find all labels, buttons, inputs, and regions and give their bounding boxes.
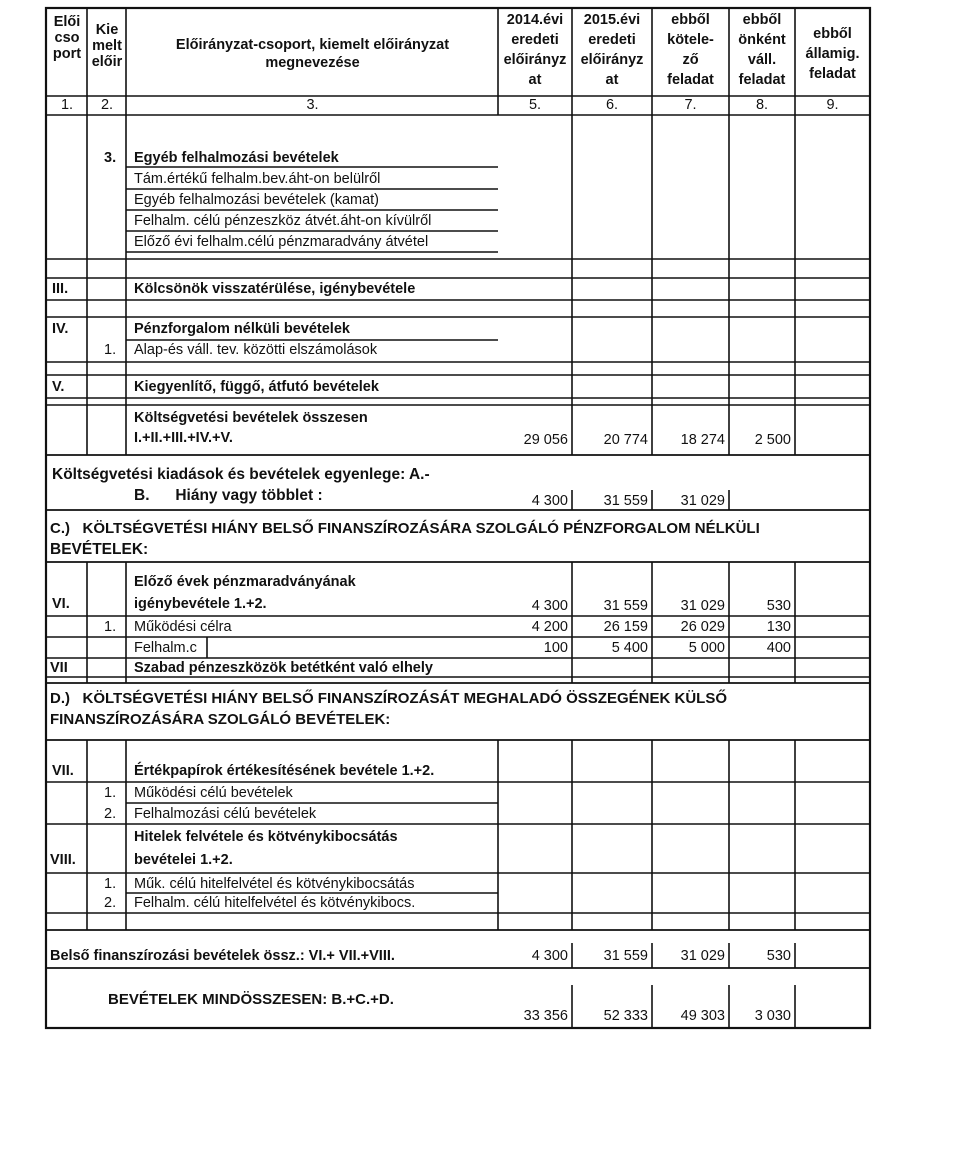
row-IV1-num: 1. — [104, 342, 117, 358]
row-VI-v5: 4 300 — [531, 598, 568, 614]
row-VI2-v5: 100 — [543, 640, 568, 656]
section-c-title-1: C.) KÖLTSÉGVETÉSI HIÁNY BELSŐ FINANSZÍROZÁSÁRA SZOLGÁLÓ PÉNZFORGALOM NÉLKÜLI — [50, 520, 760, 537]
row-VII-num: VII. — [52, 763, 74, 779]
row-egyenleg-v6: 31 559 — [603, 493, 648, 509]
row-VI1-v8: 130 — [766, 619, 791, 635]
row-VI-label-2: igénybevétele 1.+2. — [134, 596, 267, 612]
row-belso-v8: 530 — [766, 948, 791, 964]
row-tam-label: Tám.értékű felhalm.bev.áht-on belülről — [134, 171, 381, 187]
colnum-6: 6. — [605, 97, 619, 113]
row-kv-v6: 20 774 — [603, 432, 648, 448]
row-VI-num: VI. — [52, 596, 70, 612]
row-VIII-num: VIII. — [50, 852, 76, 868]
header-col-7 — [652, 10, 729, 90]
row-VIII2-label: Felhalm. célú hitelfelvétel és kötvénykibocs. — [134, 895, 416, 911]
header-col-9 — [795, 24, 870, 84]
row-VII1-label: Működési célú bevételek — [134, 785, 293, 801]
colnum-5: 5. — [528, 97, 542, 113]
row-III-num: III. — [52, 281, 69, 297]
row-VIII-label-1: Hitelek felvétele és kötvénykibocsátás — [134, 829, 398, 845]
header-col-1 — [47, 14, 87, 62]
row-belso-v7: 31 029 — [680, 948, 725, 964]
row-VI1-num: 1. — [104, 619, 117, 635]
header-col-5 — [498, 10, 572, 90]
row-VII2-label: Felhalmozási célú bevételek — [134, 806, 317, 822]
row-VII-label: Értékpapírok értékesítésének bevétele 1.+2. — [134, 763, 435, 779]
row-IV1-label: Alap-és váll. tev. közötti elszámolások — [134, 342, 378, 358]
row-VI-v6: 31 559 — [603, 598, 648, 614]
row-kamat-label: Egyéb felhalmozási bevételek (kamat) — [134, 192, 380, 208]
row-belso-v6: 31 559 — [603, 948, 648, 964]
header-col-1-text: Elői cso port — [52, 14, 82, 62]
row-VI1-label: Működési célra — [134, 619, 232, 635]
row-VI2-label: Felhalm.c — [134, 640, 197, 656]
row-egyenleg-label-2: B. Hiány vagy többlet : — [134, 487, 323, 504]
row-VII0-num: VII — [50, 660, 68, 676]
row-VI-v7: 31 029 — [680, 598, 725, 614]
header-col-8 — [729, 10, 795, 90]
row-felhalm-atvet-label: Felhalm. célú pénzeszköz átvét.áht-on kívülről — [134, 213, 432, 229]
row-kv-label-2: I.+II.+III.+IV.+V. — [134, 430, 233, 446]
header-col-8-text: ebből önként váll. feladat — [738, 12, 786, 88]
row-VII2-num: 2. — [104, 806, 117, 822]
row-VI2-v6: 5 400 — [611, 640, 648, 656]
section-c-title-2: BEVÉTELEK: — [50, 541, 149, 558]
colnum-9: 9. — [826, 97, 839, 113]
header-col-5-text: 2014.évi eredeti előirányz at — [503, 12, 567, 88]
colnum-1: 1. — [60, 97, 74, 113]
row-III-label: Kölcsönök visszatérülése, igénybevétele — [134, 281, 416, 297]
header-col-2 — [88, 22, 126, 70]
header-col-9-text: ebből államig. feladat — [805, 26, 860, 82]
row-VI2-v8: 400 — [766, 640, 791, 656]
row-IV-label: Pénzforgalom nélküli bevételek — [134, 321, 350, 337]
row-kv-v7: 18 274 — [680, 432, 725, 448]
row-VII1-num: 1. — [104, 785, 117, 801]
header-col-6-text: 2015.évi eredeti előirányz at — [580, 12, 644, 88]
row-egyenleg-v5: 4 300 — [531, 493, 568, 509]
header-col-3-text: Előirányzat-csoport, kiemelt előirányzat megnevezése — [175, 37, 450, 71]
header-col-2-text: Kie melt előir — [91, 22, 123, 70]
row-VI1-v5: 4 200 — [531, 619, 568, 635]
row-VI-label-1: Előző évek pénzmaradványának — [134, 574, 356, 590]
row-mind-v6: 52 333 — [603, 1008, 648, 1024]
header-col-3 — [127, 36, 498, 72]
row-mind-label: BEVÉTELEK MINDÖSSZESEN: B.+C.+D. — [108, 991, 394, 1008]
section-d-title-1: D.) KÖLTSÉGVETÉSI HIÁNY BELSŐ FINANSZÍROZÁSÁT MEGHALADÓ ÖSSZEGÉNEK KÜLSŐ — [50, 690, 727, 707]
colnum-2: 2. — [100, 97, 114, 113]
row-elozo-atvetel-label: Előző évi felhalm.célú pénzmaradvány átvétel — [134, 234, 429, 250]
row-V-num: V. — [52, 379, 65, 395]
row-kv-label-1: Költségvetési bevételek összesen — [134, 410, 368, 426]
row-V-label: Kiegyenlítő, függő, átfutó bevételek — [134, 379, 379, 395]
row-mind-v7: 49 303 — [680, 1008, 725, 1024]
row-belso-v5: 4 300 — [531, 948, 568, 964]
row-VI-v8: 530 — [766, 598, 791, 614]
colnum-8: 8. — [755, 97, 769, 113]
row-kv-v5: 29 056 — [523, 432, 568, 448]
row-egyeb-label: Egyéb felhalmozási bevételek — [134, 150, 339, 166]
section-d-title-2: FINANSZÍROZÁSÁRA SZOLGÁLÓ BEVÉTELEK: — [50, 711, 391, 728]
row-egyenleg-v7: 31 029 — [680, 493, 725, 509]
row-egyeb-num: 3. — [104, 150, 117, 166]
row-VI1-v6: 26 159 — [603, 619, 648, 635]
row-mind-v8: 3 030 — [754, 1008, 791, 1024]
row-belso-label: Belső finanszírozási bevételek össz.: VI.+ VII.+VIII. — [50, 948, 395, 964]
row-VIII1-num: 1. — [104, 876, 117, 892]
row-mind-v5: 33 356 — [523, 1008, 568, 1024]
colnum-3: 3. — [306, 97, 319, 113]
row-kv-v8: 2 500 — [754, 432, 791, 448]
row-VII0-label: Szabad pénzeszközök betétként való elhely — [134, 660, 433, 676]
row-VIII2-num: 2. — [104, 895, 117, 911]
row-VIII1-label: Műk. célú hitelfelvétel és kötvénykibocsátás — [134, 876, 415, 892]
header-col-6 — [572, 10, 652, 90]
header-col-7-text: ebből kötele- ző feladat — [667, 12, 714, 88]
row-egyenleg-label-1: Költségvetési kiadások és bevételek egyenlege: A.- — [52, 466, 430, 483]
row-VI2-v7: 5 000 — [688, 640, 725, 656]
row-IV-num: IV. — [52, 321, 69, 337]
colnum-7: 7. — [684, 97, 697, 113]
row-VI1-v7: 26 029 — [680, 619, 725, 635]
row-VIII-label-2: bevételei 1.+2. — [134, 852, 233, 868]
